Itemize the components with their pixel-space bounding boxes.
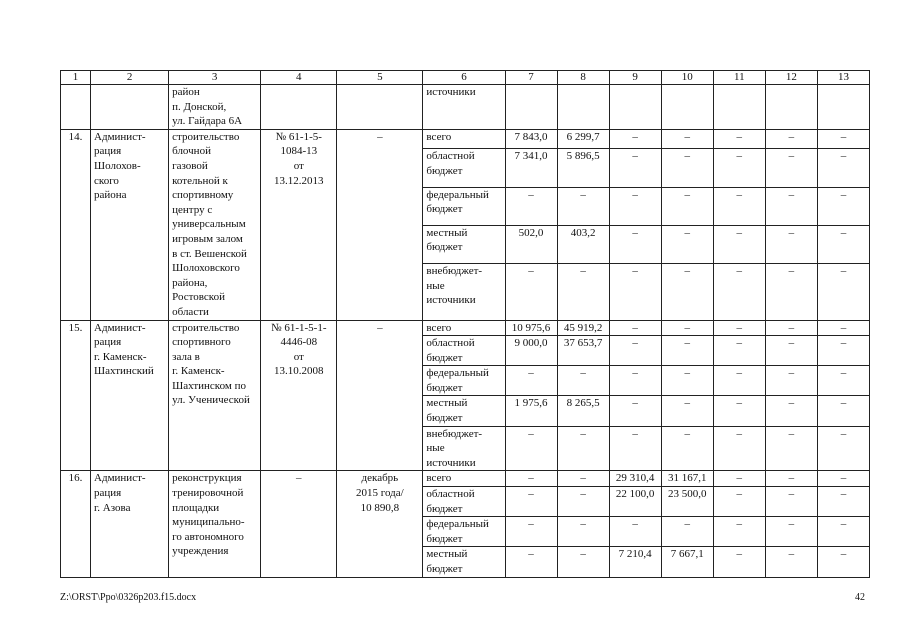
value-cell: – [609,187,661,225]
funding-source-cell: местный бюджет [423,396,505,426]
column-header: 1 [61,71,91,85]
value-cell: – [765,487,817,517]
value-cell: – [609,366,661,396]
page-number: 42 [855,592,865,603]
value-cell: – [765,547,817,577]
value-cell: – [765,366,817,396]
value-cell: – [661,426,713,471]
value-cell [817,85,869,130]
description-cell: строительство блочной газовой котельной к спортивному центру с универсальным игровым залом в ст. Вешенской Шолоховского района, Ростовской области [169,129,261,320]
value-cell: – [765,471,817,487]
funding-source-cell: источники [423,85,505,130]
value-cell: – [557,366,609,396]
column-header: 9 [609,71,661,85]
value-cell: – [557,187,609,225]
value-cell: – [505,517,557,547]
value-cell: – [557,263,609,320]
value-cell: – [817,366,869,396]
value-cell [557,85,609,130]
value-cell: – [765,396,817,426]
deadline-cell: декабрь 2015 года/ 10 890,8 [337,471,423,577]
value-cell: – [713,263,765,320]
value-cell: – [817,149,869,187]
value-cell: – [661,187,713,225]
funding-source-cell: областной бюджет [423,149,505,187]
column-header: 3 [169,71,261,85]
value-cell: – [817,336,869,366]
value-cell: – [817,396,869,426]
value-cell: 7 210,4 [609,547,661,577]
value-cell: – [557,471,609,487]
value-cell: – [609,320,661,336]
value-cell [661,85,713,130]
value-cell: – [713,129,765,149]
value-cell: – [713,396,765,426]
value-cell: – [505,426,557,471]
value-cell: – [609,517,661,547]
value-cell: 22 100,0 [609,487,661,517]
header-row [61,71,870,85]
value-cell: – [505,263,557,320]
value-cell: – [557,547,609,577]
funding-source-cell: федеральный бюджет [423,517,505,547]
value-cell: – [817,426,869,471]
organization-cell: Админист- рация г. Каменск- Шахтинский [91,320,169,471]
column-header: 10 [661,71,713,85]
row-number: 15. [61,320,91,471]
value-cell: – [765,426,817,471]
row-number: 14. [61,129,91,320]
value-cell: – [817,129,869,149]
value-cell: – [609,225,661,263]
row-number [61,85,91,130]
funding-source-cell: внебюджет- ные источники [423,263,505,320]
value-cell: – [661,366,713,396]
funding-source-cell: областной бюджет [423,487,505,517]
value-cell: – [661,396,713,426]
funding-source-cell: местный бюджет [423,225,505,263]
organization-cell: Админист- рация г. Азова [91,471,169,577]
value-cell: – [713,487,765,517]
value-cell: – [765,187,817,225]
funding-source-cell: местный бюджет [423,547,505,577]
organization-cell [91,85,169,130]
value-cell: – [817,263,869,320]
value-cell: 502,0 [505,225,557,263]
data-table [60,70,870,578]
expertise-cell [261,85,337,130]
funding-source-cell: областной бюджет [423,336,505,366]
funding-source-cell: внебюджет- ные источники [423,426,505,471]
value-cell: 23 500,0 [661,487,713,517]
funding-source-cell: всего [423,471,505,487]
funding-source-cell: всего [423,129,505,149]
value-cell: – [557,487,609,517]
value-cell: – [505,487,557,517]
value-cell: – [817,547,869,577]
value-cell: – [557,517,609,547]
value-cell: 45 919,2 [557,320,609,336]
value-cell: – [609,129,661,149]
value-cell: – [661,517,713,547]
table-row [61,129,870,149]
value-cell: – [505,471,557,487]
column-header: 5 [337,71,423,85]
value-cell: – [505,547,557,577]
expertise-cell: – [261,471,337,577]
value-cell: 31 167,1 [661,471,713,487]
value-cell: – [505,187,557,225]
value-cell: – [817,225,869,263]
deadline-cell [337,85,423,130]
value-cell: 1 975,6 [505,396,557,426]
value-cell: – [817,187,869,225]
deadline-cell: – [337,129,423,320]
description-cell: район п. Донской, ул. Гайдара 6А [169,85,261,130]
value-cell [713,85,765,130]
column-header: 6 [423,71,505,85]
value-cell: – [713,320,765,336]
value-cell: – [661,225,713,263]
value-cell: – [661,129,713,149]
expertise-cell: № 61-1-5- 1084-13 от 13.12.2013 [261,129,337,320]
value-cell: – [661,320,713,336]
funding-source-cell: федеральный бюджет [423,187,505,225]
value-cell: – [505,366,557,396]
column-header: 7 [505,71,557,85]
column-header: 13 [817,71,869,85]
file-path: Z:\ORST\Ppo\0326p203.f15.docx [60,592,197,603]
value-cell: – [713,187,765,225]
description-cell: реконструкция тренировочной площадки муниципально- го автономного учреждения [169,471,261,577]
value-cell: – [765,225,817,263]
value-cell: – [765,320,817,336]
value-cell: – [765,263,817,320]
column-header: 12 [765,71,817,85]
description-cell: строительство спортивного зала в г. Каменск- Шахтинском по ул. Ученической [169,320,261,471]
value-cell: – [713,149,765,187]
column-header: 4 [261,71,337,85]
value-cell: – [817,320,869,336]
funding-source-cell: федеральный бюджет [423,366,505,396]
value-cell: – [713,517,765,547]
table-row [61,320,870,336]
value-cell [505,85,557,130]
value-cell: 6 299,7 [557,129,609,149]
value-cell: – [817,517,869,547]
value-cell: 403,2 [557,225,609,263]
value-cell: – [713,225,765,263]
value-cell [609,85,661,130]
value-cell: 10 975,6 [505,320,557,336]
value-cell: – [557,426,609,471]
value-cell: 8 265,5 [557,396,609,426]
table-row [61,471,870,487]
value-cell: 29 310,4 [609,471,661,487]
value-cell: – [609,426,661,471]
value-cell: 7 667,1 [661,547,713,577]
value-cell: – [765,517,817,547]
value-cell: – [713,426,765,471]
value-cell: – [765,149,817,187]
value-cell: – [713,547,765,577]
value-cell: – [713,336,765,366]
value-cell: 9 000,0 [505,336,557,366]
value-cell: – [609,263,661,320]
value-cell: – [713,471,765,487]
value-cell: – [609,336,661,366]
deadline-cell: – [337,320,423,471]
value-cell: – [661,336,713,366]
column-header: 8 [557,71,609,85]
table-row [61,85,870,130]
value-cell: – [817,471,869,487]
row-number: 16. [61,471,91,577]
column-header: 11 [713,71,765,85]
value-cell: 7 843,0 [505,129,557,149]
value-cell: – [661,149,713,187]
value-cell: – [661,263,713,320]
funding-source-cell: всего [423,320,505,336]
organization-cell: Админист- рация Шолохов- ского района [91,129,169,320]
value-cell: – [765,336,817,366]
value-cell: – [609,149,661,187]
value-cell: – [609,396,661,426]
column-header: 2 [91,71,169,85]
value-cell: 7 341,0 [505,149,557,187]
value-cell: 5 896,5 [557,149,609,187]
value-cell [765,85,817,130]
value-cell: – [817,487,869,517]
value-cell: – [765,129,817,149]
value-cell: – [713,366,765,396]
value-cell: 37 653,7 [557,336,609,366]
expertise-cell: № 61-1-5-1- 4446-08 от 13.10.2008 [261,320,337,471]
